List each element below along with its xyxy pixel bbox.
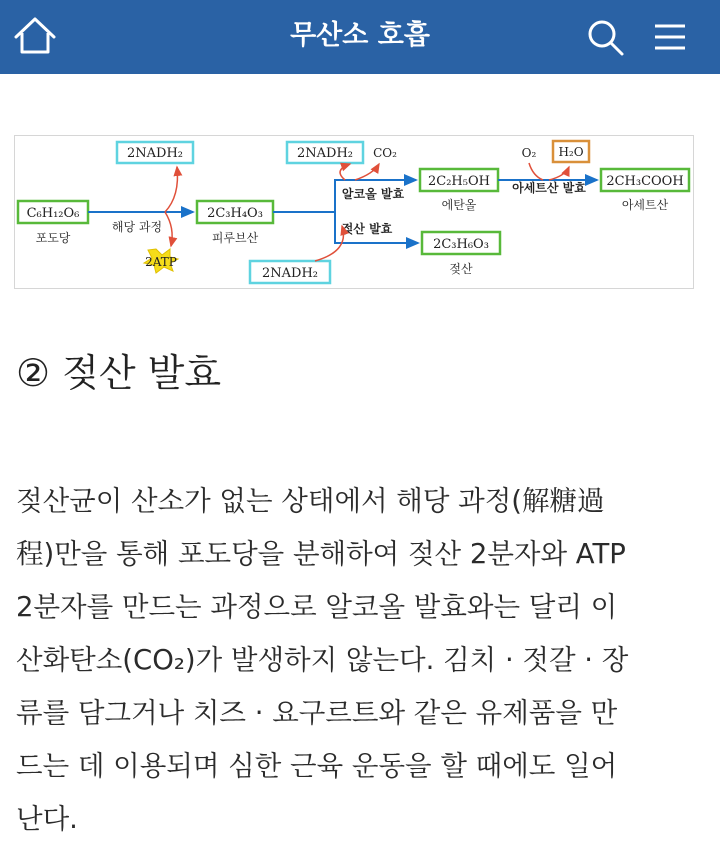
body-line: 2분자를 만드는 과정으로 알코올 발효와는 달리 이	[16, 591, 618, 623]
fermentation-diagram	[14, 135, 694, 289]
ethanol-formula: 2C₂H₅OH	[428, 174, 490, 189]
h2o-arrow	[549, 167, 569, 180]
body-line: 류를 담그거나 치즈 · 요구르트와 같은 유제품을 만	[16, 697, 618, 729]
body-line: 程)만을 통해 포도당을 분해하여 젖산 2분자와 ATP	[16, 538, 626, 570]
body-line: 난다.	[16, 803, 78, 835]
glycolysis-label: 해당 과정	[111, 220, 163, 234]
body-paragraph	[16, 475, 704, 846]
atp-arrow	[165, 212, 172, 246]
co2-arrow	[355, 164, 379, 180]
nadh-bottom: 2NADH₂	[261, 266, 319, 281]
pyruvate-label: 피루브산	[211, 231, 259, 245]
atp-label: 2ATP	[145, 255, 177, 269]
co2-label: CO₂	[373, 146, 397, 160]
search-icon[interactable]	[580, 12, 630, 62]
body-line: 젖산균이 산소가 없는 상태에서 해당 과정(解糖過	[16, 485, 605, 517]
h2o-label: H₂O	[558, 145, 584, 159]
section-title: ② 젖산 발효	[16, 351, 222, 395]
lactic-formula: 2C₃H₆O₃	[433, 237, 489, 252]
nadh-mid: 2NADH₂	[296, 146, 354, 161]
pyruvate-formula: 2C₃H₄O₃	[207, 206, 263, 221]
page-title: 무산소 호흡	[290, 20, 430, 51]
lactic-fermentation-label: 젖산 발효	[341, 222, 393, 236]
acetic-label: 아세트산	[621, 198, 669, 212]
acetic-formula: 2CH₃COOH	[606, 174, 684, 189]
nadh-top: 2NADH₂	[126, 146, 184, 161]
o2-label: O₂	[521, 146, 537, 160]
nadh-top-arrow	[165, 167, 178, 212]
ethanol-label: 에탄올	[441, 198, 477, 212]
o2-arrow	[529, 163, 543, 180]
lactic-label: 젖산	[449, 262, 473, 276]
glucose-label: 포도당	[35, 231, 71, 245]
glucose-formula: C₆H₁₂O₆	[26, 206, 80, 221]
nadh-mid-arrow	[340, 164, 350, 180]
menu-icon[interactable]	[645, 12, 695, 62]
body-line: 드는 데 이용되며 심한 근육 운동을 할 때에도 일어	[16, 750, 618, 782]
acetic-fermentation-label: 아세트산 발효	[512, 181, 586, 195]
body-line: 산화탄소(CO₂)가 발생하지 않는다. 김치 · 젓갈 · 장	[16, 644, 629, 676]
app-header	[0, 0, 720, 74]
alcohol-fermentation-label: 알코올 발효	[341, 187, 405, 201]
